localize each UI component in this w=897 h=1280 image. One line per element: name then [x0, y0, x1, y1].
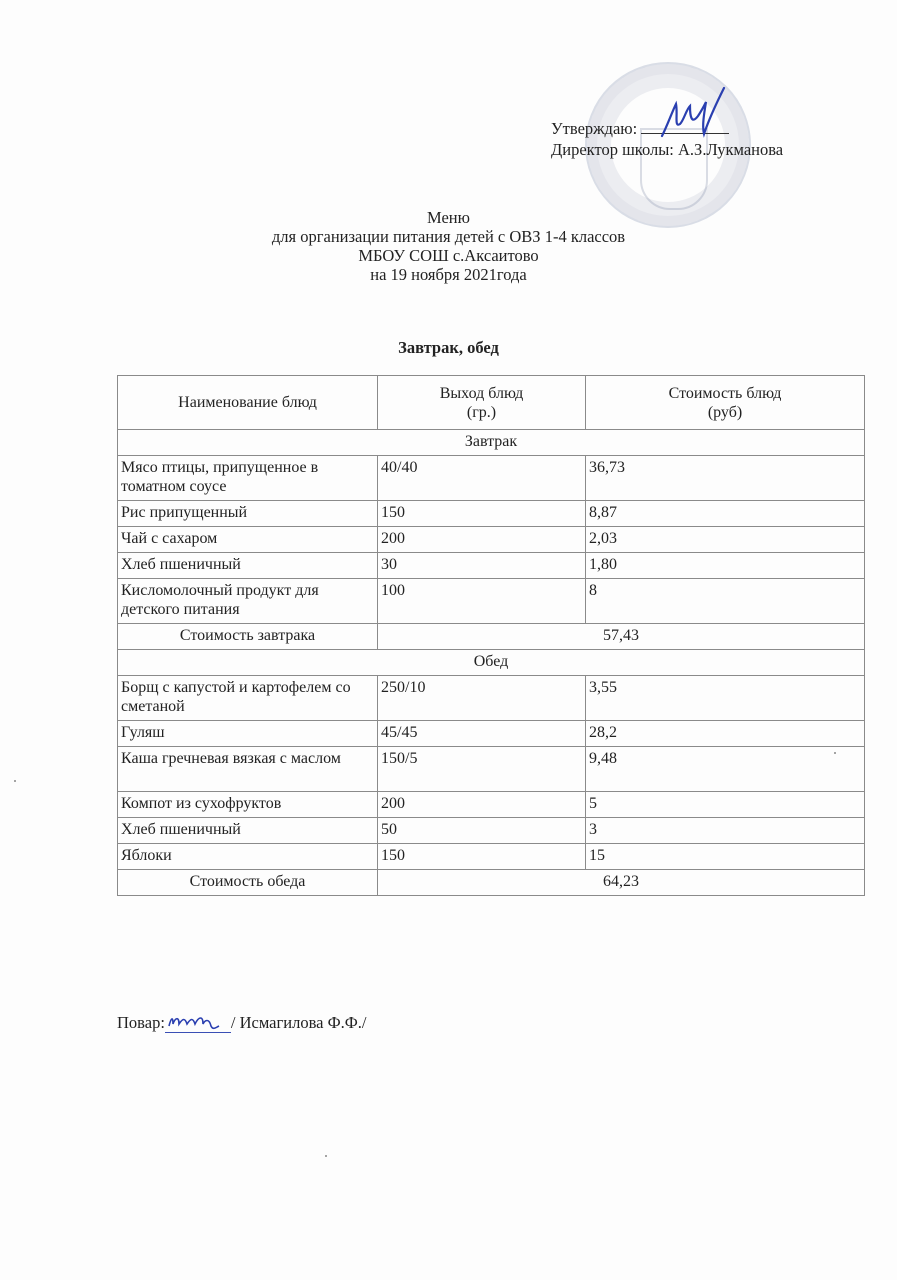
table-row: Чай с сахаром 200 2,03 [118, 527, 865, 553]
section-breakfast: Завтрак [118, 430, 865, 456]
header-name: Наименование блюд [118, 376, 378, 430]
approval-label: Утверждаю: [551, 119, 638, 138]
title-line-3: МБОУ СОШ с.Аксаитово [358, 246, 539, 265]
table-row: Компот из сухофруктов 200 5 [118, 792, 865, 818]
cook-signature [165, 1012, 231, 1033]
section-lunch: Обед [118, 650, 865, 676]
title-line-4: на 19 ноября 2021года [370, 265, 527, 284]
table-row: Яблоки 150 15 [118, 844, 865, 870]
cook-name: / Исмагилова Ф.Ф./ [230, 1013, 367, 1032]
table-row: Борщ с капустой и картофелем со сметаной 250/10 3,55 [118, 676, 865, 721]
title-line-2: для организации питания детей с ОВЗ 1-4 классов [271, 227, 626, 246]
menu-table [117, 375, 865, 896]
table-row: Кисломолочный продукт для детского питания 100 8 [118, 579, 865, 624]
director-name: Директор школы: А.З.Лукманова [551, 140, 784, 159]
cook-signature-block [117, 1012, 367, 1033]
scan-speck [834, 752, 836, 754]
table-header-row [118, 376, 865, 430]
header-yield: Выход блюд (гр.) [378, 376, 586, 430]
director-signature [658, 84, 728, 142]
breakfast-total-row: Стоимость завтрака 57,43 [118, 624, 865, 650]
document-title [0, 208, 897, 284]
title-line-1: Меню [427, 208, 470, 227]
scan-speck [325, 1155, 327, 1157]
table-row: Каша гречневая вязкая с маслом 150/5 9,48 [118, 747, 865, 792]
cook-label: Повар: [117, 1013, 165, 1032]
header-cost: Стоимость блюд (руб) [586, 376, 865, 430]
table-row: Рис припущенный 150 8,87 [118, 501, 865, 527]
table-row: Хлеб пшеничный 50 3 [118, 818, 865, 844]
table-row: Хлеб пшеничный 30 1,80 [118, 553, 865, 579]
scan-speck [14, 780, 16, 782]
table-row: Мясо птицы, припущенное в томатном соусе 40/40 36,73 [118, 456, 865, 501]
table-row: Гуляш 45/45 28,2 [118, 721, 865, 747]
lunch-total-row: Стоимость обеда 64,23 [118, 870, 865, 896]
meals-subtitle: Завтрак, обед [398, 338, 499, 357]
